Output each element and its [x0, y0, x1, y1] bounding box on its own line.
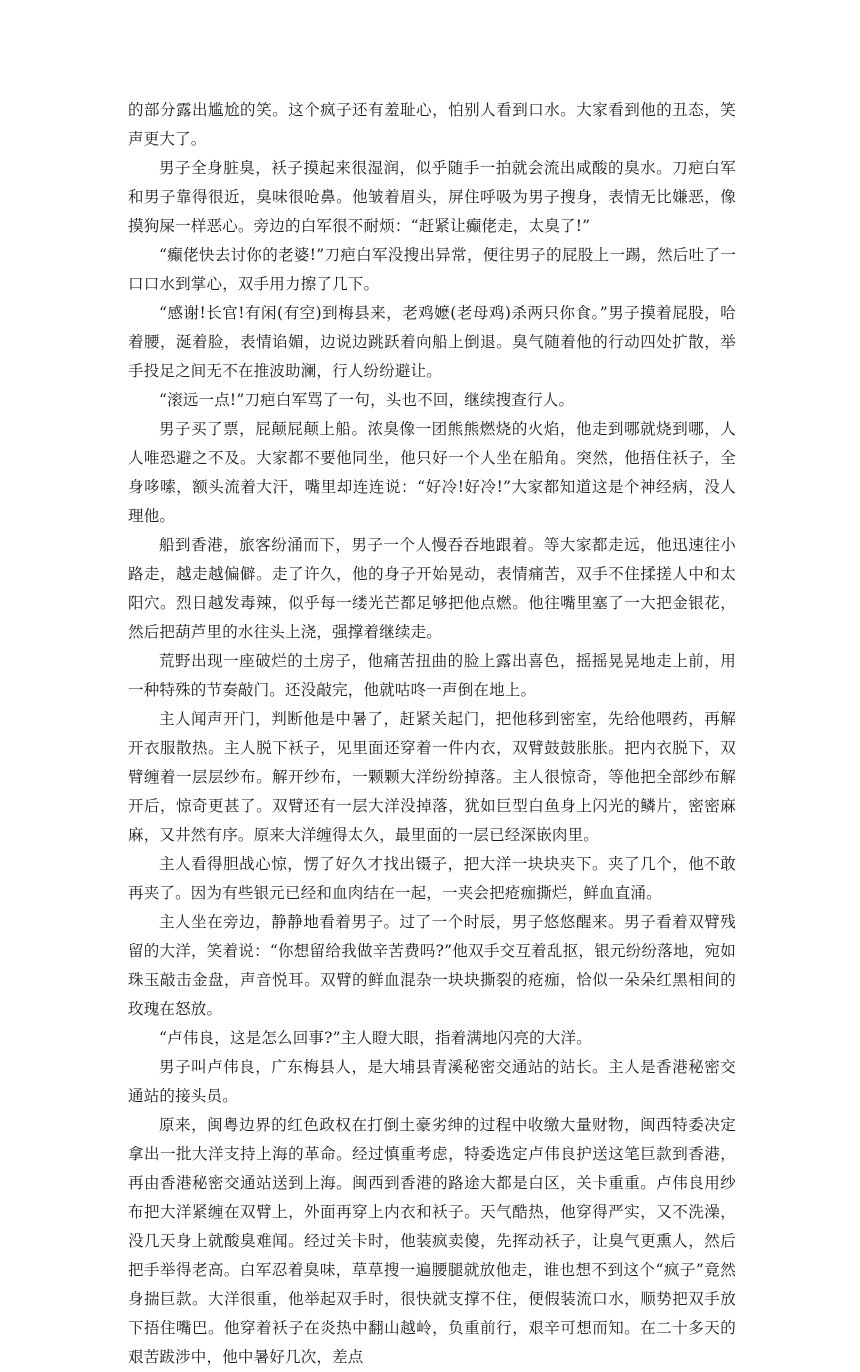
paragraph: “滚远一点!”刀疤白军骂了一句，头也不回，继续搜查行人。: [159, 391, 575, 409]
paragraph: 船到香港，旅客纷涌而下，男子一个人慢吞吞地跟着。等大家都走远，他迅速往小路走，越走越偏僻。走了许久，他的身子开始晃动，表情痛苦，双手不住揉搓人中和太阳穴。烈日越发毒辣，似乎每一缕光芒都足够把他点燃。他往嘴里塞了一大把金银花，然后把葫芦里的水往头上浇，强撑着继续走。: [128, 536, 736, 641]
paragraph: “感谢!长官!有闲(有空)到梅县来，老鸡嬷(老母鸡)杀两只你食。”男子摸着屁股，哈着腰，涎着脸，表情谄媚，边说边跳跃着向船上倒退。臭气随着他的行动四处扩散，举手投足之间无不在推波助澜，行人纷纷避让。: [128, 304, 736, 380]
paragraph: “癫佬快去讨你的老婆!”刀疤白军没搜出异常，便往男子的屁股上一踢，然后吐了一口口水到掌心，双手用力擦了几下。: [128, 246, 736, 293]
paragraph: 主人闻声开门，判断他是中暑了，赶紧关起门，把他移到密室，先给他喂药，再解开衣服散热。主人脱下袄子，见里面还穿着一件内衣，双臂鼓鼓胀胀。把内衣脱下，双臂缠着一层层纱布。解开纱布，一颗颗大洋纷纷掉落。主人很惊奇，等他把全部纱布解开后，惊奇更甚了。双臂还有一层大洋没掉落，犹如巨型白鱼身上闪光的鳞片，密密麻麻，又井然有序。原来大洋缠得太久，最里面的一层已经深嵌肉里。: [128, 710, 736, 844]
paragraph: “卢伟良，这是怎么回事?”主人瞪大眼，指着满地闪亮的大洋。: [159, 1029, 592, 1047]
paragraph: 主人坐在旁边，静静地看着男子。过了一个时辰，男子悠悠醒来。男子看着双臂残留的大洋，笑着说：“你想留给我做辛苦费吗?”他双手交互着乱抠，银元纷纷落地，宛如珠玉敲击金盘，声音悦耳。双臂的鲜血混杂一块块撕裂的疮痂，恰似一朵朵红黑相间的玫瑰在怒放。: [128, 913, 736, 1018]
paragraph-continued: 的部分露出尴尬的笑。这个疯子还有羞耻心，怕别人看到口水。大家看到他的丑态，笑声更大了。: [128, 101, 736, 148]
paragraph: 荒野出现一座破烂的土房子，他痛苦扭曲的脸上露出喜色，摇摇晃晃地走上前，用一种特殊的节奏敲门。还没敲完，他就咕咚一声倒在地上。: [128, 652, 736, 699]
paragraph: 男子买了票，屁颠屁颠上船。浓臭像一团熊熊燃烧的火焰，他走到哪就烧到哪，人人唯恐避之不及。大家都不要他同坐，他只好一个人坐在船角。突然，他捂住袄子，全身哆嗦，额头流着大汗，嘴里却连连说：“好冷!好冷!”大家都知道这是个神经病，没人理他。: [128, 420, 736, 525]
paragraph: 主人看得胆战心惊，愣了好久才找出镊子，把大洋一块块夹下。夹了几个，他不敢再夹了。因为有些银元已经和血肉结在一起，一夹会把疮痂撕烂，鲜血直涌。: [128, 855, 736, 902]
paragraph: 原来，闽粤边界的红色政权在打倒土豪劣绅的过程中收缴大量财物，闽西特委决定拿出一批大洋支持上海的革命。经过慎重考虑，特委选定卢伟良护送这笔巨款到香港，再由香港秘密交通站送到上海。闽西到香港的路途大都是白区，关卡重重。卢伟良用纱布把大洋紧缠在双臂上，外面再穿上内衣和袄子。天气酷热，他穿得严实，又不洗澡，没几天身上就酸臭难闻。经过关卡时，他装疯卖傻，先挥动袄子，让臭气更熏人，然后把手举得老高。白军忍着臭味，草草搜一遍腰腿就放他走，谁也想不到这个“疯子”竟然身揣巨款。大洋很重，他举起双手时，很快就支撑不住，便假装流口水，顺势把双手放下捂住嘴巴。他穿着袄子在炎热中翻山越岭，负重前行，艰辛可想而知。在二十多天的艰苦跋涉中，他中暑好几次，差点: [128, 1116, 736, 1366]
paragraph: 男子全身脏臭，袄子摸起来很湿润，似乎随手一拍就会流出咸酸的臭水。刀疤白军和男子靠得很近，臭味很呛鼻。他皱着眉头，屏住呼吸为男子搜身，表情无比嫌恶，像摸狗屎一样恶心。旁边的白军很不耐烦：“赶紧让癫佬走，太臭了!”: [128, 159, 736, 235]
paragraph: 男子叫卢伟良，广东梅县人，是大埔县青溪秘密交通站的站长。主人是香港秘密交通站的接头员。: [128, 1058, 736, 1105]
article-body: [128, 96, 736, 1372]
